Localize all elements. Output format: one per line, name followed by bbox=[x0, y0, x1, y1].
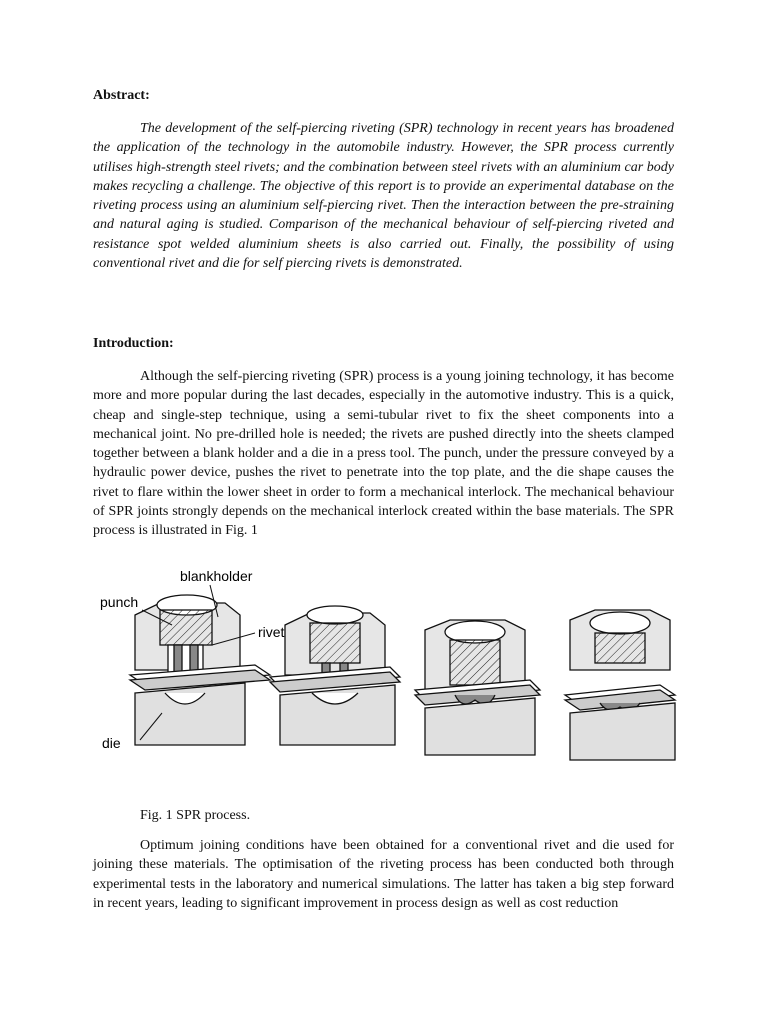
label-punch: punch bbox=[100, 594, 139, 610]
stage-2 bbox=[270, 606, 400, 745]
label-blankholder: blankholder bbox=[180, 568, 253, 584]
introduction-paragraph-1: Although the self-piercing riveting (SPR) process is a young joining technology, it has become more and more popular during the last decades, especially in the automotive industry. This is a quick, cheap and single-step technique, using a semi-tubular rivet to fix the sheet components into a mechanical joint. No pre-drilled hole is needed; the rivets are pushed directly into the sheets clamped together between a blank holder and a die in a press tool. The punch, under the pressure conveyed by a hydraulic power device, pushes the rivet to penetrate into the top plate, and the die shape causes the rivet to flare within the lower sheet in order to form a mechanical interlock. The mechanical behaviour of SPR joints strongly depends on the mechanical interlock created within the base materials. The SPR process is illustrated in Fig. 1 bbox=[93, 369, 674, 539]
abstract-heading: Abstract: bbox=[93, 88, 150, 103]
label-rivet: rivet bbox=[258, 624, 285, 640]
stage-3 bbox=[415, 620, 540, 755]
stage-4 bbox=[565, 610, 675, 760]
introduction-heading: Introduction: bbox=[93, 336, 174, 351]
introduction-paragraph-2: Optimum joining conditions have been obtained for a conventional rivet and die used for joining these materials. The optimisation of the riveting process has been conducted both through experimental tests in the laboratory and numerical simulations. The latter has taken a big step forward in recent years, leading to significant improvement in process design as well as cost reduction bbox=[93, 838, 674, 911]
figure-caption: Fig. 1 SPR process. bbox=[140, 808, 251, 823]
abstract-paragraph: The development of the self-piercing riveting (SPR) technology in recent years has broadened the application of the technology in the automobile industry. However, the SPR process currently utilises high-strength steel rivets; and the combination between steel rivets with an aluminium car body makes recycling a challenge. The objective of this report is to provide an experimental database on the riveting process using an aluminium self-piercing rivet. Then the interaction between the pre-straining and natural aging is studied. Comparison of the mechanical behaviour of self-piercing riveted and resistance spot welded aluminium sheets is also carried out. Finally, the possibility of using conventional rivet and die for self piercing rivets is demonstrated. bbox=[93, 121, 674, 272]
label-die: die bbox=[102, 735, 121, 751]
stage-1 bbox=[130, 595, 270, 745]
spr-process-figure bbox=[100, 565, 690, 765]
